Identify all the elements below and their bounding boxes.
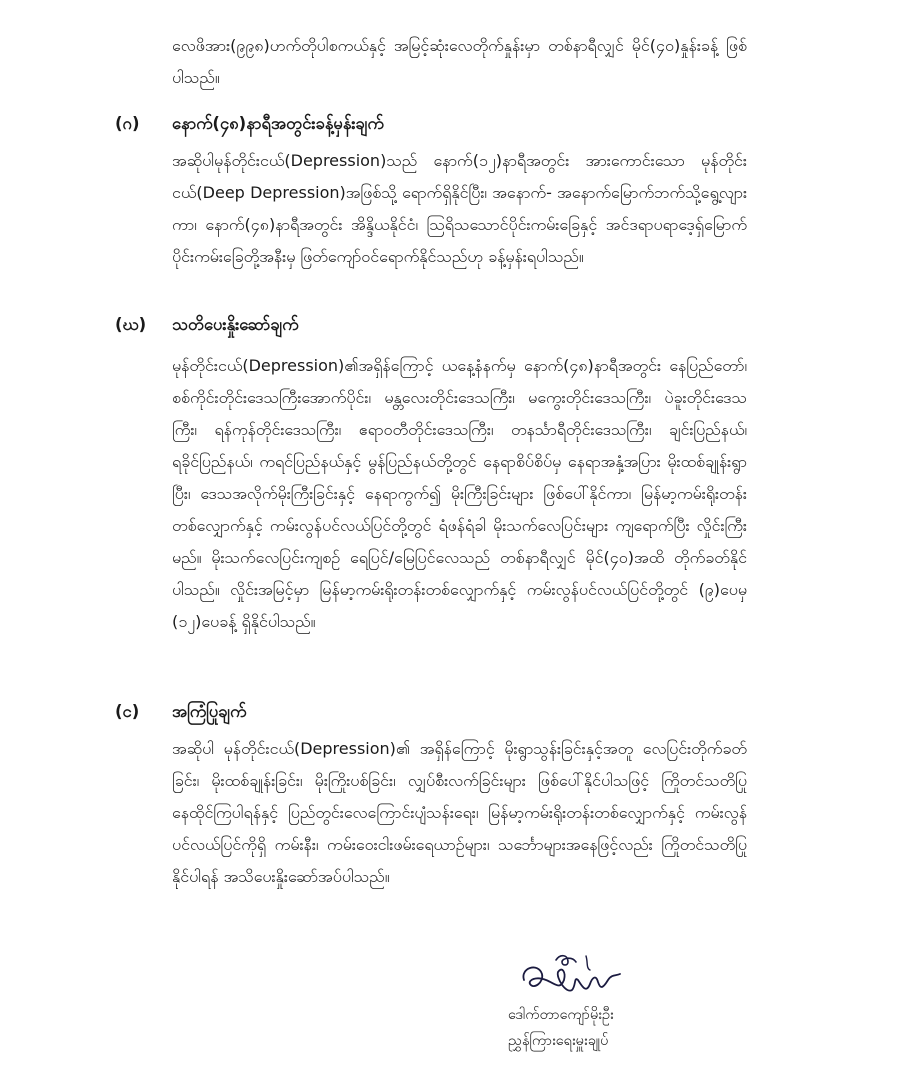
section-marker-nga: (င) — [115, 702, 140, 721]
section-body-forecast: အဆိုပါမုန်တိုင်းငယ်(Depression)သည် နောက်(၁၂)နာရီအတွင်း အားကောင်းသော မုန်တိုင်းငယ်(Deep Depression)အဖြစ်သို့ ရောက်ရှိနိုင်ပြီး၊ အနောက်- အနောက်မြောက်ဘက်သို့ရွေ့လျားကာ၊ နောက်(၄၈)နာရီအတွင်း အိန္ဒိယနိုင်ငံ၊ ဩရိသသောင်ပိုင်းကမ်းခြေနှင့် အင်ဒရာပရာဒေ့ရှ်မြောက်ပိုင်းကမ်းခြေတို့အနီးမှ ဖြတ်ကျော်ဝင်ရောက်နိုင်သည်ဟု ခန့်မှန်းရပါသည်။ — [172, 151, 747, 266]
signature-block — [500, 950, 730, 1054]
handwritten-signature — [516, 950, 626, 1002]
signatory-name: ဒေါက်တာကျော်မိုးဦး — [508, 1007, 614, 1023]
intro-paragraph: လေဖိအား(၉၉၈)ဟက်တိုပါစကယ်နှင့် အမြင့်ဆုံးလေတိုက်နှုန်းမှာ တစ်နာရီလျှင် မိုင်(၄၀)နှုန်းခန့် ဖြစ်ပါသည်။ — [172, 36, 747, 87]
section-heading-warning: သတိပေးနှိုးဆော်ချက် — [172, 315, 299, 334]
signatory-title: ညွှန်ကြားရေးမှူးချုပ် — [508, 1033, 609, 1049]
section-marker-ga: (ဂ) — [115, 114, 140, 133]
section-heading-forecast: နောက်(၄၈)နာရီအတွင်းခန့်မှန်းချက် — [172, 114, 384, 133]
section-body-warning: မုန်တိုင်းငယ်(Depression)၏အရှိန်ကြောင့် ယနေ့နံနက်မှ နောက်(၄၈)နာရီအတွင်း နေပြည်တော်၊ စစ်ကိုင်းတိုင်းဒေသကြီးအောက်ပိုင်း၊ မန္တလေးတိုင်းဒေသကြီး၊ မကွေးတိုင်းဒေသကြီး၊ ပဲခူးတိုင်းဒေသကြီး၊ ရန်ကုန်တိုင်းဒေသကြီး၊ ဧရာဝတီတိုင်းဒေသကြီး၊ တနင်္သာရီတိုင်းဒေသကြီး၊ ချင်းပြည်နယ်၊ ရခိုင်ပြည်နယ်၊ ကရင်ပြည်နယ်နှင့် မွန်ပြည်နယ်တို့တွင် နေရာစိပ်စိပ်မှ နေရာအနှံ့အပြား မိုးထစ်ချုန်းရွာပြီး၊ ဒေသအလိုက်မိုးကြီးခြင်းနှင့် နေရာကွက်၍ မိုးကြီးခြင်းများ ဖြစ်ပေါ်နိုင်ကာ၊ မြန်မာ့ကမ်းရိုးတန်းတစ်လျှောက်နှင့် ကမ်းလွန်ပင်လယ်ပြင်တို့တွင် ရံဖန်ရံခါ မိုးသက်လေပြင်းများ ကျရောက်ပြီး လှိုင်းကြီးမည်။ မိုးသက်လေပြင်းကျစဉ် ရေပြင်/မြေပြင်လေသည် တစ်နာရီလျှင် မိုင်(၄၀)အထိ တိုက်ခတ်နိုင်ပါသည်။ လှိုင်းအမြင့်မှာ မြန်မာ့ကမ်းရိုးတန်းတစ်လျှောက်နှင့် ကမ်းလွန်ပင်လယ်ပြင်တို့တွင် (၉)ပေမှ (၁၂)ပေခန့် ရှိနိုင်ပါသည်။ — [172, 356, 747, 631]
section-body-advice: အဆိုပါ မုန်တိုင်းငယ်(Depression)၏ အရှိန်ကြောင့် မိုးရွာသွန်းခြင်းနှင့်အတူ လေပြင်းတိုက်ခတ်ခြင်း၊ မိုးထစ်ချုန်းခြင်း၊ မိုးကြိုးပစ်ခြင်း၊ လျှပ်စီးလက်ခြင်းများ ဖြစ်ပေါ်နိုင်ပါသဖြင့် ကြိုတင်သတိပြုနေထိုင်ကြပါရန်နှင့် ပြည်တွင်းလေကြောင်းပျံသန်းရေး၊ မြန်မာ့ကမ်းရိုးတန်းတစ်လျှောက်နှင့် ကမ်းလွန်ပင်လယ်ပြင်ကိုရှိ ကမ်းနီး၊ ကမ်းဝေးငါးဖမ်းရေယာဉ်များ၊ သင်္ဘောများအနေဖြင့်လည်း ကြိုတင်သတိပြုနိုင်ပါရန် အသိပေးနှိုးဆော်အပ်ပါသည်။ — [172, 739, 747, 886]
section-heading-advice: အကြံပြုချက် — [172, 702, 247, 721]
section-marker-gha: (ဃ) — [115, 315, 147, 334]
